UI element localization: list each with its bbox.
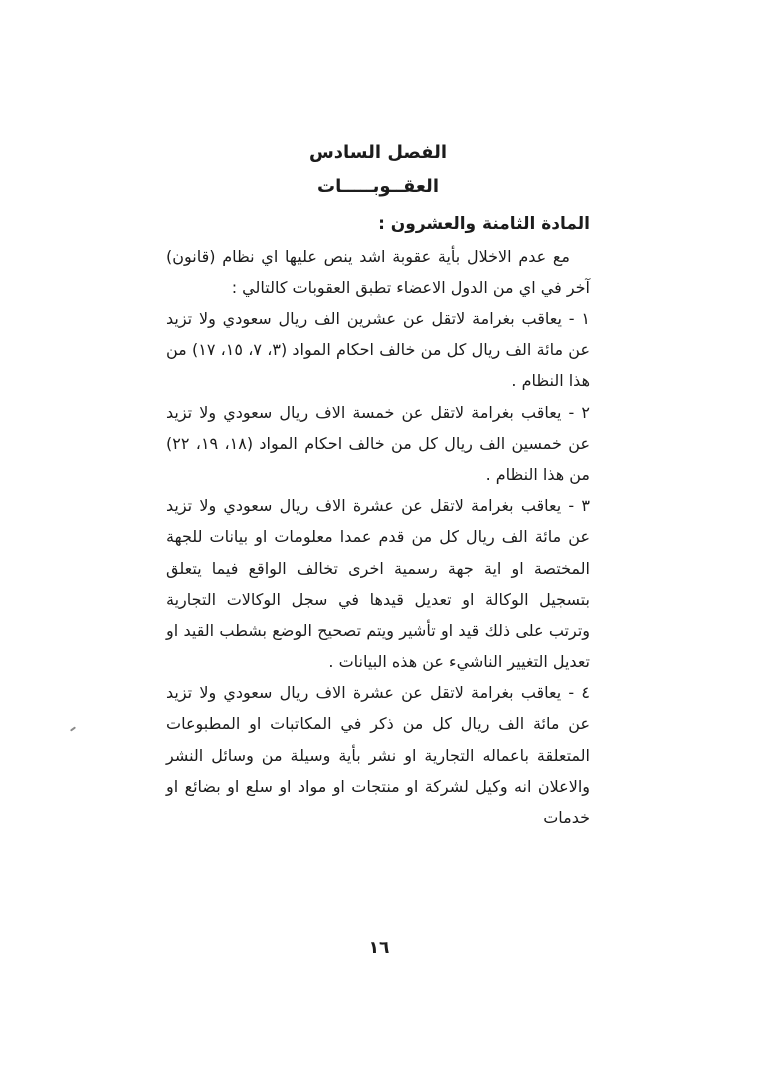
penalty-item-2: ٢ - يعاقب بغرامة لاتقل عن خمسة الاف ريال سعودي ولا تزيد عن خمسين الف ريال كل من خالف احكام المواد (١٨، ١٩، ٢٢) من هذا النظام . xyxy=(166,402,590,484)
chapter-title: الفصل السادس xyxy=(308,142,448,163)
penalty-item-1: ١ - يعاقب بغرامة لاتقل عن عشرين الف ريال سعودي ولا تزيد عن مائة الف ريال كل من خالف احكام المواد (٣، ٧، ١٥، ١٧) من هذا النظام . xyxy=(166,309,591,391)
scan-artifact-mark xyxy=(70,726,76,731)
penalty-item-3: ٣ - يعاقب بغرامة لاتقل عن عشرة الاف ريال سعودي ولا تزيد عن مائة الف ريال كل من قدم عمدا معلومات او بيانات للجهة المختصة او اية جهة رسمية اخرى تخالف الواقع فيما يتعلق بتسجيل الوكالة او تعديل قيدها في سجل الوكالات التجارية وترتب على ذلك قيد او تأشير ويتم تصحيح الوضع بشطب القيد او تعديل التغيير الناشيء عن هذه البيانات . xyxy=(166,496,590,672)
article-heading: المادة الثامنة والعشرون : xyxy=(378,214,590,235)
chapter-subtitle: العقــوبـــــات xyxy=(316,176,439,198)
page-number: ١٦ xyxy=(368,938,390,958)
page-content xyxy=(166,136,590,833)
article-intro-paragraph: مع عدم الاخلال بأية عقوبة اشد ينص عليها اي نظام (قانون) آخر في اي من الدول الاعضاء تطبق العقوبات كالتالي : xyxy=(166,246,590,297)
penalty-item-4: ٤ - يعاقب بغرامة لاتقل عن عشرة الاف ريال سعودي ولا تزيد عن مائة الف ريال كل من ذكر في المكاتبات او المطبوعات المتعلقة باعماله التجارية او نشر بأية وسيلة من وسائل النشر والاعلان انه وكيل لشركة او منتجات او مواد او سلع او بضائع او خدمات xyxy=(166,683,590,828)
